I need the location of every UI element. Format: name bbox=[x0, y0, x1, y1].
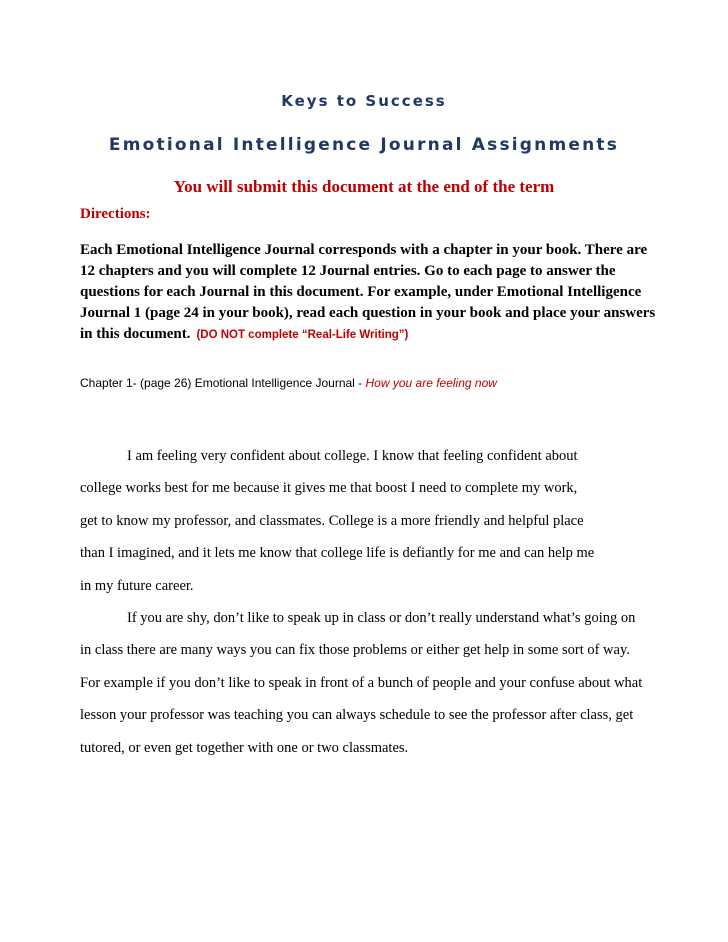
chapter-heading-text: Chapter 1- (page 26) Emotional Intelligence Journal - bbox=[80, 376, 366, 390]
document-subtitle: Emotional Intelligence Journal Assignments bbox=[108, 135, 620, 155]
directions-label: Directions: bbox=[80, 206, 151, 222]
chapter-heading bbox=[80, 376, 497, 390]
response-line: college works best for me because it gives me that boost I need to complete my work, bbox=[80, 480, 578, 497]
response-line: For example if you don’t like to speak in front of a bunch of people and your confuse about what bbox=[80, 674, 643, 691]
response-line: than I imagined, and it lets me know that college life is defiantly for me and can help me bbox=[80, 545, 595, 562]
journal-response bbox=[80, 440, 660, 764]
directions-line: Each Emotional Intelligence Journal corresponds with a chapter in your book. There are bbox=[80, 242, 648, 258]
directions-line: questions for each Journal in this document. For example, under Emotional Intelligence bbox=[80, 284, 642, 300]
directions-line: Journal 1 (page 24 in your book), read each question in your book and place your answers bbox=[80, 305, 656, 321]
submission-notice: You will submit this document at the end of the term bbox=[173, 177, 555, 196]
directions-line: 12 chapters and you will complete 12 Journal entries. Go to each page to answer the bbox=[80, 263, 616, 279]
document-title: Keys to Success bbox=[281, 92, 447, 110]
response-line: I am feeling very confident about college. I know that feeling confident about bbox=[127, 448, 578, 464]
response-line: get to know my professor, and classmates. College is a more friendly and helpful place bbox=[80, 512, 584, 529]
response-line: in my future career. bbox=[80, 577, 194, 594]
response-line: If you are shy, don’t like to speak up in class or don’t really understand what’s going on bbox=[127, 610, 636, 627]
response-line: in class there are many ways you can fix those problems or either get help in some sort of way. bbox=[80, 642, 630, 659]
directions-body bbox=[80, 240, 660, 346]
response-line: tutored, or even get together with one or two classmates. bbox=[80, 739, 409, 756]
do-not-complete-note: (DO NOT complete “Real-Life Writing”) bbox=[196, 329, 409, 341]
directions-line: in this document. bbox=[80, 326, 191, 342]
response-line: lesson your professor was teaching you can always schedule to see the professor after class, get bbox=[80, 707, 634, 724]
chapter-heading-emphasis: How you are feeling now bbox=[365, 376, 497, 390]
directions-line-last bbox=[80, 324, 660, 346]
